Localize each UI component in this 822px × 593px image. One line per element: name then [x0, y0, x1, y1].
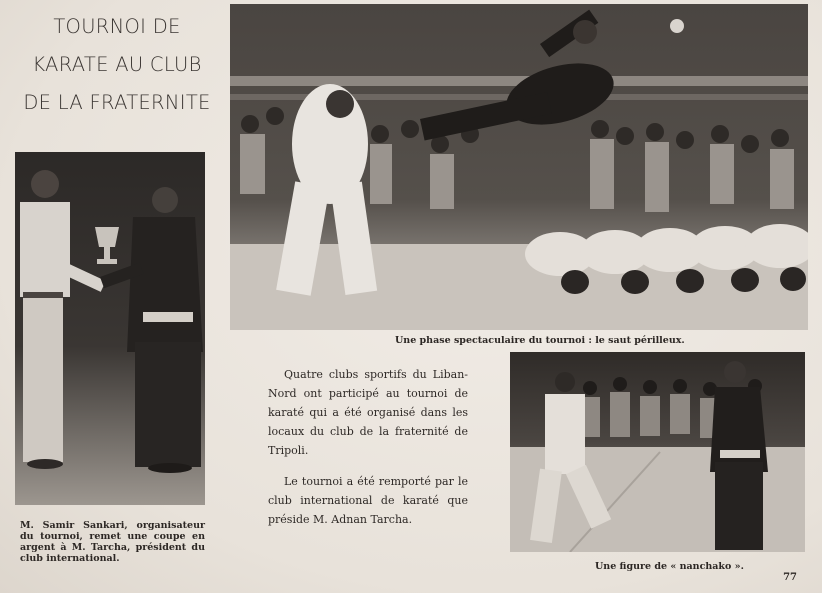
flying-kick-illustration: [230, 4, 808, 330]
photo-flying-kick: [230, 4, 808, 330]
cup-presentation-illustration: [15, 152, 205, 505]
headline-line-1: TOURNOI DE: [53, 15, 181, 38]
article-paragraph-1: Quatre clubs sportifs du Liban-Nord ont participé au tournoi de karaté qui a été organisé dans les locaux du club de la fraternité de Tripoli.: [268, 368, 468, 457]
headline-line-2: KARATE AU CLUB: [32, 53, 202, 76]
caption-nunchako: Une figure de « nanchako ».: [595, 561, 744, 572]
nunchako-illustration: [510, 352, 805, 552]
page-number: 77: [783, 572, 797, 583]
article-body: [268, 365, 468, 541]
photo-cup-presentation: [15, 152, 205, 505]
headline: [22, 8, 212, 122]
article-paragraph-2: Le tournoi a été remporté par le club international de karaté que préside M. Adnan Tarcha.: [268, 475, 468, 526]
photo-nunchako: [510, 352, 805, 552]
caption-flying-kick: Une phase spectaculaire du tournoi : le saut périlleux.: [395, 335, 685, 346]
headline-line-3: DE LA FRATERNITE: [23, 91, 211, 114]
caption-cup-presentation: M. Samir Sankari, organisateur du tournoi, remet une coupe en argent à M. Tarcha, président du club international.: [20, 520, 205, 564]
